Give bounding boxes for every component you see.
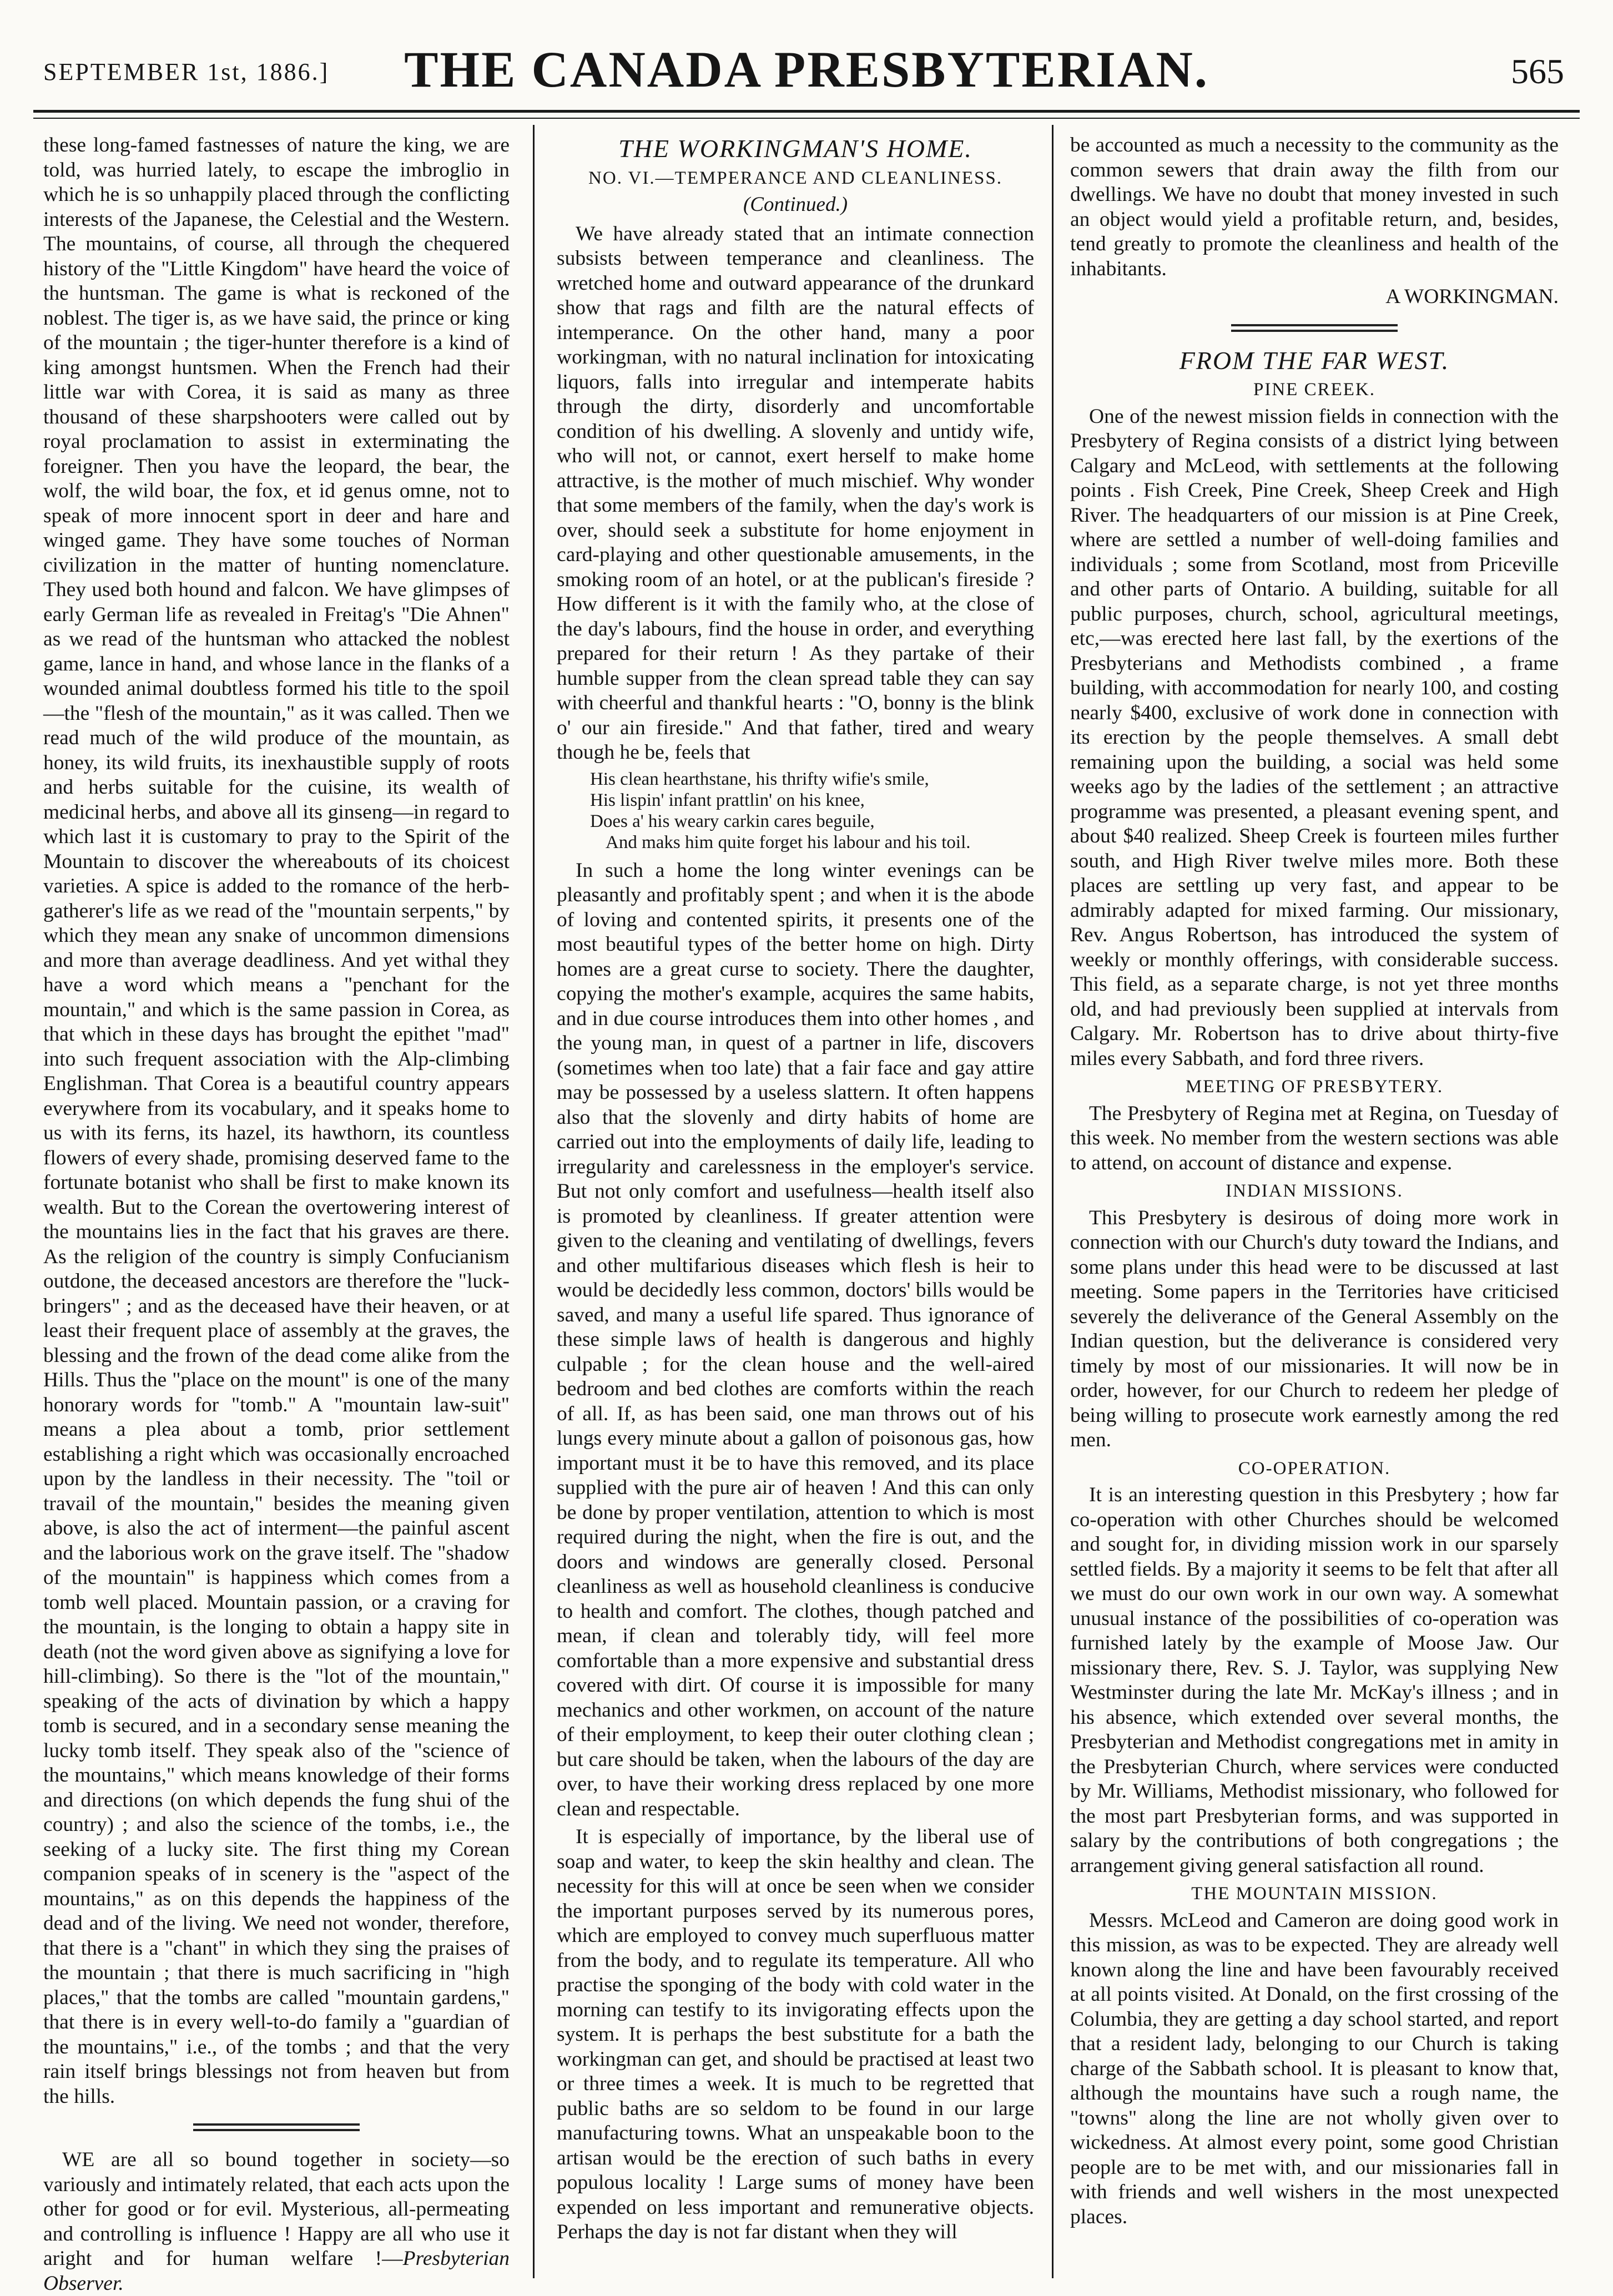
newspaper-title: THE CANADA PRESBYTERIAN. [404, 41, 1209, 98]
poem-line: His lispin' infant prattlin' on his knee, [590, 790, 865, 810]
section-heading-indian-missions: INDIAN MISSIONS. [1226, 1181, 1403, 1201]
article-title-workingmans-home: THE WORKINGMAN'S HOME. [618, 134, 972, 163]
article-subtitle: NO. VI.—TEMPERANCE AND CLEANLINESS. [588, 168, 1002, 188]
column-2 [557, 133, 1034, 2275]
author-signature: A WORKINGMAN. [1385, 285, 1559, 308]
workingman-paragraph-3: It is especially of importance, by the liberal use of soap and water, to keep the skin healthy and clean. The necessity for this will at once be seen when we consider the important purposes served by its numerous pores, which are employed to convey much superfluous matter from the body, and to regulate its temperature. All who practise the sponging of the body with cold water in the morning can testify to its invigorating effects upon the system. It is perhaps the best substitute for a bath the workingman can get, and should be practised at least two or three times a week. It is much to be regretted that public baths are so seldom to be found in our large manufacturing towns. What an unspeakable boon to the artisan would be the erection of such baths in every populous locality ! Large sums of money have been expended on less important and remunerative objects. Perhaps the day is not far distant when they will [557, 1825, 1034, 2243]
workingman-paragraph-2: In such a home the long winter evenings can be pleasantly and profitably spent ; and when it is the abode of loving and contented spirits, it presents one of the most beautiful types of the better home on high. Dirty homes are a great curse to society. There the daughter, copying the mother's example, acquires the same habits, and in due course introduces them into other homes , and the young man, in quest of a partner in life, discovers (sometimes when too late) that a fair face and gay attire may be possessed by a useless slattern. It often happens also that the slovenly and dirty habits of home are carried out into the employments of daily life, leading to irregularity and carelessness in the employer's service. But not only comfort and usefulness—health itself also is promoted by cleanliness. If greater attention were given to the cleaning and ventilating of dwellings, fevers and other multifarious diseases which flesh is heir to would be decidedly less common, doctors' bills would be saved, and many a useful life spared. Thus ignorance of these simple laws of health is dangerous and highly culpable ; for the clean house and the well-aired bedroom and bed clothes are comforts within the reach of all. If, as has been said, one man throws out of his lungs every minute about a gallon of poisonous gas, how important must it be to have this removed, and its place supplied with the pure air of heaven ! And this can only be done by proper ventilation, attention to which is most required during the night, when the fire is out, and the doors and windows are generally closed. Personal cleanliness as well as household cleanliness is conducive to health and comfort. The clothes, though patched and mean, if clean and tolerably tidy, will feel more comfortable than a more expensive and substantial dress covered with dirt. Of course it is impossible for many mechanics and other workmen, on account of the nature of their employment, to keep their outer clothing clean ; but care should be taken, when the labours of the day are over, to have their working dress replaced by one more clean and respectable. [557, 859, 1034, 1820]
article-corea-mountains: these long-famed fastnesses of nature the king, we are told, was hurried lately, to escape the imbroglio in which he is so unhappily placed through the conflicting interests of the Japanese, the Celestial and the Western. The mountains, of course, all through the chequered history of the "Little Kingdom" have heard the voice of the huntsman. The game is what is reckoned of the noblest. The tiger is, as we have said, the prince or king of the mountain ; the tiger-hunter therefore is a kind of king amongst huntsmen. When the French had their little war with Corea, it is said as many as three thousand of these sharpshooters were called out by royal proclamation to assist in exterminating the foreigner. Then you have the leopard, the bear, the wolf, the wild boar, the fox, et id genus omne, not to speak of more innocent sport in deer and hare and winged game. They have some touches of Norman civilization in the matter of hunting nomenclature. They used both hound and falcon. We have glimpses of early German life as revealed in Freitag's "Die Ahnen" as we read of the huntsman who attacked the noblest game, lance in hand, and whose lance in the flanks of a wounded animal doubtless formed his title to the spoil—the "flesh of the mountain," as it was called. Then we read much of the wild produce of the mountain, as honey, its wild fruits, its inexhaustible supply of roots and herbs suitable for the cuisine, its wealth of medicinal herbs, and above all its ginseng—in regard to which last it is customary to pray to the Spirit of the Mountain to discover the whereabouts of its choicest varieties. A spice is added to the romance of the herb-gatherer's life as we read of the "mountain serpents," by which they mean any snake of uncommon dimensions and more than average deadliness. And yet withal they have a word which means a "penchant for the mountain," and which is the same passion in Corea, as that which in these days has brought the epithet "mad" into such frequent association with the Alp-climbing Englishman. That Corea is a beautiful country appears everywhere from its vocabulary, and it speaks home to us with its ferns, its hazel, its hawthorn, its countless flowers of every shade, promising deserved fame to the fortunate botanist who shall be first to make known its wealth. But to the Corean the overtowering interest of the mountains lies in the fact that his graves are there. As the religion of the country is simply Confucianism outdone, the deceased ancestors are therefore the "luck-bringers" ; and as the deceased have their heaven, or at least their frequent place of assembly at the graves, the blessing and the frown of the dead come alike from the Hills. Thus the "place on the mount" is one of the many honorary words for "tomb." A "mountain law-suit" means a plea about a tomb, prior settlement establishing a right which was occasionally encroached upon by the landless in their necessity. The "toil or travail of the mountain," besides the meaning given above, is also the act of interment—the painful ascent and the laborious work on the grave itself. The "shadow of the mountain" is happiness which comes from a tomb well placed. Mountain passion, or a craving for the mountain, is the longing to obtain a happy site in death (not the word given above as signifying a love for hill-climbing). So there is the "lot of the mountain," speaking of the acts of divination by which a happy tomb is secured, and in a secondary sense meaning the lucky tomb itself. They speak also of the "science of the mountains," which means knowledge of their forms and directions (on which depends the fung shui of the country) ; and also the science of the tombs, i.e., the seeking of a lucky site. The first thing my Corean companion speaks of in scenery is the "aspect of the mountains," as on this depends the happiness of the dead and of the living. We need not wonder, therefore, that there is a "chant" in which they sing the praises of the mountain ; that there is much sacrificing in "high places," that the tombs are called "mountain gardens," that there is in every well-to-do family a "guardian of the mountains," i.e., of the tombs ; and that the very rain itself brings blessings not from heaven but from the hills. [43, 134, 510, 2108]
column-1 [43, 133, 510, 2295]
section-heading-presbytery-meeting: MEETING OF PRESBYTERY. [1185, 1077, 1444, 1097]
indian-missions-text: This Presbytery is desirous of doing more work in connection with our Church's duty toward the Indians, and some plans under this head were to be discussed at last meeting. Some papers in the Territories have criticised severely the deliverance of the General Assembly on the Indian question, but the deliverance is considered very timely by most of our missionaries. It will now be in order, however, for our Church to redeem her pledge of being willing to prosecute work earnestly among the red men. [1070, 1206, 1559, 1451]
workingman-continuation: be accounted as much a necessity to the community as the common sewers that drain away the filth from our dwellings. We have no doubt that money invested in such an object would yield a profitable return, and, besides, tend greatly to promote the cleanliness and health of the inhabitants. [1070, 134, 1559, 280]
workingman-paragraph-1: We have already stated that an intimate connection subsists between temperance and cleanliness. The wretched home and outward appearance of the drunkard show that rags and filth are the natural effects of intemperance. On the other hand, many a poor workingman, with no natural inclination for intoxicating liquors, falls into irregular and intemperate habits through the dirty, disorderly and uncomfortable condition of his dwelling. A slovenly and untidy wife, who will not, or cannot, exert herself to make home attractive, is the mother of much mischief. Why wonder that some members of the family, when the day's work is over, should seek a substitute for home enjoyment in card-playing and other questionable amusements, in the smoking room of an hotel, or at the publican's fireside ? How different is it with the family who, at the close of the day's labours, find the house in order, and everything prepared for their return ! As they partake of their humble supper from the clean spread table they can say with cheerful and thankful hearts : "O, bonny is the blink o' our ain fireside." And that father, tired and weary though he be, feels that [557, 222, 1034, 764]
column-3 [1070, 133, 1559, 2275]
poem-quote [590, 769, 1034, 853]
article-title-far-west: FROM THE FAR WEST. [1179, 346, 1450, 375]
section-heading-pine-creek: PINE CREEK. [1253, 380, 1375, 400]
pine-creek-text: One of the newest mission fields in connection with the Presbytery of Regina consists of a district lying between Calgary and McLeod, with settlements at the following points . Fish Creek, Pine Creek, Sheep Creek and High River. The headquarters of our mission is at Pine Creek, where are settled a number of well-doing families and individuals ; some from Scotland, most from Priceville and other parts of Ontario. A building, suitable for all public purposes, church, school, agricultural meetings, etc,—was erected here last fall, by the exertions of the Presbyterians and Methodists combined , a frame building, with accommodation for nearly 100, and costing nearly $400, exclusive of work done in connection with its erection by the people themselves. A small debt remaining upon the building, a social was held some weeks ago by the ladies of the settlement ; an attractive programme was presented, a pleasant evening spent, and about $40 realized. Sheep Creek is fourteen miles further south, and High River twelve miles more. Both these places are settling up very fast, and appear to be admirably adapted for mixed farming. Our missionary, Rev. Angus Robertson, has introduced the system of weekly or monthly offerings, with considerable success. This field, as a separate charge, is not yet three months old, and had previously been supplied at intervals from Calgary. Mr. Robertson has to drive about thirty-five miles every Sabbath, and ford three rivers. [1070, 405, 1559, 1070]
section-separator [193, 2123, 360, 2131]
poem-line: And maks him quite forget his labour and his toil. [606, 832, 971, 852]
page-number: 565 [1511, 52, 1564, 91]
poem-line: His clean hearthstane, his thrifty wifie's smile, [590, 769, 929, 789]
poem-line: Does a' his weary carkin cares beguile, [590, 811, 875, 831]
article-influence [43, 2148, 510, 2296]
influence-text: WE are all so bound together in society—so variously and intimately related, that each acts upon the other for good or for evil. Mysterious, all-permeating and controlling is influence ! Happy are all who use it aright and for human welfare !— [43, 2148, 510, 2270]
header-rule-thin [33, 118, 1580, 119]
header-rule-thick [33, 110, 1580, 113]
continued-label: (Continued.) [743, 193, 848, 216]
column-divider-2 [1052, 125, 1054, 2278]
column-divider-1 [533, 125, 535, 2278]
co-operation-text: It is an interesting question in this Presbytery ; how far co-operation with other Churches should be welcomed and sought for, in dividing mission work in our sparsely settled fields. By a majority it seems to be felt that after all we must do our own work in our own way. A somewhat unusual instance of the possibilities of co-operation was furnished lately by the example of Moose Jaw. Our missionary there, Rev. S. J. Taylor, was supplying New Westminster during the late Mr. McKay's illness ; and in his absence, which extended over several months, the Presbyterian and Methodist congregations met in amity in the Presbyterian Church, where services were conducted by Mr. Williams, Methodist missionary, who followed for the most part Presbyterian forms, and was supported in salary by the contributions of both congregations ; the arrangement giving general satisfaction all round. [1070, 1483, 1559, 1877]
issue-date: SEPTEMBER 1st, 1886.] [43, 58, 330, 85]
presbytery-meeting-text: The Presbytery of Regina met at Regina, on Tuesday of this week. No member from the western sections was able to attend, on account of distance and expense. [1070, 1102, 1559, 1174]
mountain-mission-text: Messrs. McLeod and Cameron are doing good work in this mission, as was to be expected. They are already well known along the line and have been favourably received at all points visited. At Donald, on the first crossing of the Columbia, they are getting a day school started, and report that a resident lady, belonging to our Church is taking charge of the Sabbath school. It is pleasant to know that, although the mountains have such a rough name, the "towns" along the line are not wholly given over to wickedness. At almost every point, some good Christian people are to be met with, and our missionaries fall in with friends and well wishers in the most unexpected places. [1070, 1909, 1559, 2228]
section-heading-co-operation: CO-OPERATION. [1238, 1458, 1391, 1478]
section-separator [1231, 324, 1398, 332]
section-heading-mountain-mission: THE MOUNTAIN MISSION. [1191, 1884, 1438, 1904]
influence-attribution: Presbyterian Observer. [43, 2247, 510, 2295]
